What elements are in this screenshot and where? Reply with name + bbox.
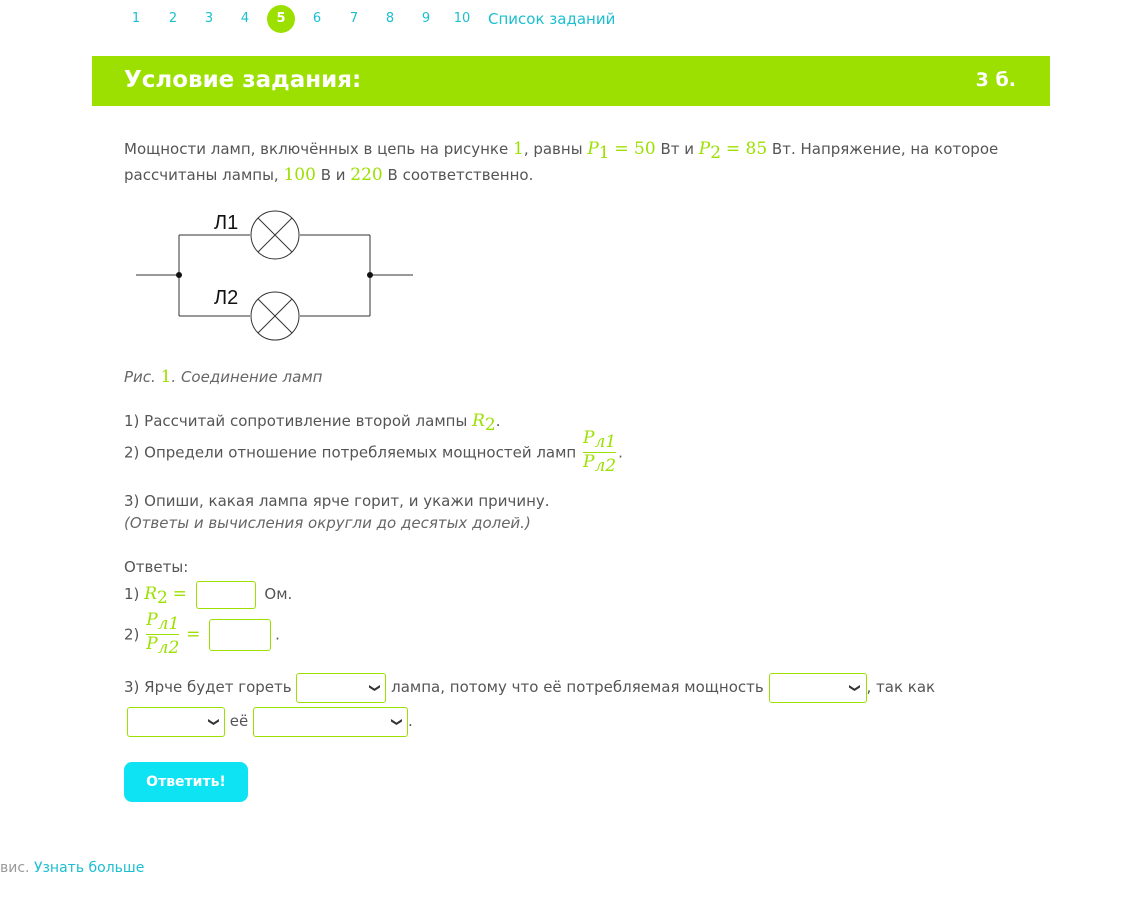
- task-header: [92, 56, 1050, 106]
- junction-left: [176, 272, 182, 278]
- task-content: [124, 138, 1004, 186]
- page-link-4[interactable]: 4: [240, 11, 250, 26]
- footer-note: вис. Узнать больше: [0, 860, 145, 876]
- chevron-down-icon: ❯: [207, 716, 221, 727]
- answers-title: Ответы:: [124, 558, 189, 576]
- figure-ref: 1: [512, 139, 524, 159]
- question-3: 3) Опиши, какая лампа ярче горит, и укажи причину. (Ответы и вычисления округли до десятых долей.): [124, 492, 550, 532]
- page-link-10[interactable]: 10: [453, 11, 471, 26]
- brighter-lamp-select[interactable]: [296, 673, 386, 703]
- page-link-7[interactable]: 7: [349, 11, 359, 26]
- page-link-5-current[interactable]: 5: [267, 5, 295, 33]
- page-link-2[interactable]: 2: [168, 11, 178, 26]
- p1-symbol: P: [587, 139, 599, 159]
- voltage-1: 100: [283, 165, 316, 185]
- page-link-1[interactable]: 1: [131, 11, 141, 26]
- question-1: 1) Рассчитай сопротивление второй лампы $R_2$.: [124, 411, 501, 435]
- p2-value: = 85: [725, 139, 768, 159]
- submit-answer-button[interactable]: Ответить!: [124, 762, 248, 802]
- chevron-down-icon: ❯: [390, 716, 404, 727]
- chevron-down-icon: ❯: [368, 682, 382, 693]
- lamp-2-symbol: [251, 292, 299, 340]
- task-points: 3 б.: [975, 69, 1016, 91]
- answer-3-row-1: 3) Ярче будет гореть ❯ лампа, потому что её потребляемая мощность ❯ , так как: [124, 671, 935, 703]
- answer-2-row: 2) $\frac{P_{л1}}{P_{л2}}$ = .: [124, 610, 280, 658]
- page-link-3[interactable]: 3: [204, 11, 214, 26]
- problem-statement: Мощности ламп, включённых в цепь на рисунке 1, равны $P_1 = 50$ Вт и $P_2 = 85$ Вт. Напряжение, на которое рассчитаны лампы, 100 В и 220 В соответственно.: [124, 139, 999, 185]
- quantity-select[interactable]: [127, 707, 225, 737]
- p1-value: = 50: [614, 139, 656, 159]
- rounding-note: (Ответы и вычисления округли до десятых долей.): [124, 514, 531, 532]
- page-link-9[interactable]: 9: [421, 11, 431, 26]
- circuit-diagram: [130, 200, 420, 350]
- power-ratio-fraction: $\frac{P_{л1}}{P_{л2}}$: [583, 428, 617, 476]
- chevron-down-icon: ❯: [848, 682, 862, 693]
- junction-right: [367, 272, 373, 278]
- page-link-6[interactable]: 6: [312, 11, 322, 26]
- task-title: Условие задания:: [124, 67, 362, 93]
- question-2: 2) Определи отношение потребляемых мощностей ламп $\frac{P_{л1}}{P_{л2}}$ .: [124, 428, 623, 476]
- reason-select[interactable]: [253, 707, 408, 737]
- task-list-link[interactable]: Список заданий: [488, 10, 616, 28]
- page-link-8[interactable]: 8: [385, 11, 395, 26]
- voltage-2: 220: [350, 165, 383, 185]
- lamp-2-label: Л2: [214, 287, 239, 309]
- answer-3-row-2: ❯ её ❯ .: [127, 705, 413, 737]
- lamp-1-symbol: [251, 211, 299, 259]
- resistance-input[interactable]: [196, 581, 256, 609]
- lamp-1-label: Л1: [214, 212, 239, 234]
- power-comparison-select[interactable]: [769, 673, 867, 703]
- answer-ratio-fraction: $\frac{P_{л1}}{P_{л2}}$: [146, 610, 180, 658]
- learn-more-link[interactable]: Узнать больше: [33, 860, 145, 876]
- ratio-input[interactable]: [209, 619, 271, 651]
- figure-caption: Рис. 1. Соединение ламп: [124, 367, 323, 387]
- answer-1-row: 1) $R_2$ = Ом.: [124, 579, 292, 613]
- p2-symbol: P: [698, 139, 711, 159]
